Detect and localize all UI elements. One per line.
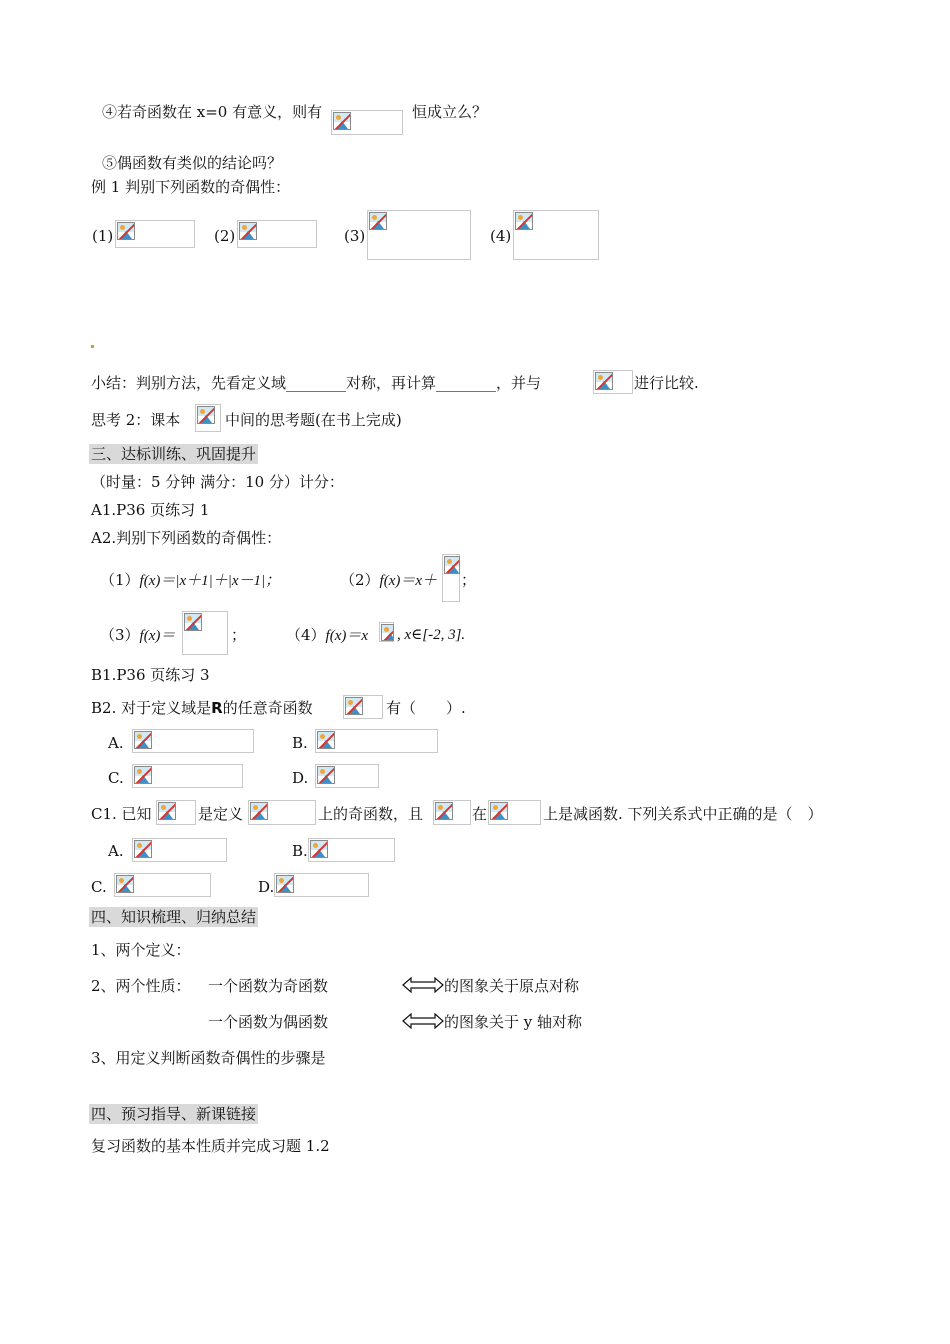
exercise-b2-end: 有（ ）.	[386, 699, 466, 717]
formula-image-box	[442, 554, 460, 602]
example1-item-label: (2)	[214, 227, 236, 245]
example1-title: 例 1 判别下列函数的奇偶性：	[91, 178, 291, 196]
summary-item-2-even: 一个函数为偶函数	[208, 1013, 329, 1031]
section-heading: 三、达标训练、巩固提升	[91, 445, 257, 463]
summary-end: 进行比较.	[634, 374, 699, 392]
broken-image-icon	[333, 112, 351, 130]
broken-image-icon	[435, 802, 453, 820]
formula-image-box	[367, 210, 471, 260]
a2-item-2: （2）f(x)＝x＋	[340, 571, 438, 589]
summary-item-3: 3、用定义判断函数奇偶性的步骤是	[91, 1049, 326, 1067]
summary-item-2-label: 2、两个性质：	[91, 977, 191, 995]
exercise-c1-text: 在	[472, 805, 488, 823]
exercise-b1: B1.P36 页练习 3	[91, 666, 210, 684]
broken-image-icon	[134, 840, 152, 858]
stray-mark	[91, 345, 94, 348]
broken-image-icon	[184, 613, 202, 631]
broken-image-icon	[276, 875, 294, 893]
exercise-c1-text: 是定义	[198, 805, 244, 823]
a2-item-1: （1）f(x)＝|x＋1|＋|x－1|；	[100, 571, 281, 589]
summary-item-2-odd-right: 的图象关于原点对称	[444, 977, 580, 995]
formula-image-box	[488, 800, 541, 825]
think2-text: 思考 2：课本	[91, 411, 181, 429]
exercise-b2: B2. 对于定义域是R的任意奇函数	[91, 699, 313, 717]
summary-item-1: 1、两个定义：	[91, 941, 191, 959]
option-label: C.	[91, 878, 107, 896]
a2-item-2-end: ；	[461, 571, 477, 589]
broken-image-icon	[444, 556, 460, 574]
summary-line: 小结：判别方法，先看定义域________对称，再计算________，并与	[91, 374, 542, 392]
broken-image-icon	[490, 802, 508, 820]
formula-image-box	[433, 800, 471, 825]
double-arrow-icon	[402, 1013, 444, 1029]
a2-item-3: （3）f(x)＝	[100, 626, 176, 644]
formula-image-box	[379, 622, 394, 642]
double-arrow-icon	[402, 977, 444, 993]
think2-text-after: 中间的思考题(在书上完成)	[225, 411, 402, 429]
broken-image-icon	[250, 802, 268, 820]
formula-image-box	[308, 838, 395, 862]
broken-image-icon	[381, 624, 394, 641]
a2-item-4-end: , x∈[-2, 3].	[397, 627, 466, 643]
formula-image-box	[593, 370, 633, 394]
formula-image-box	[315, 764, 379, 788]
broken-image-icon	[239, 222, 257, 240]
section-heading: 四、预习指导、新课链接	[91, 1105, 257, 1123]
formula-image-box	[248, 800, 316, 825]
example1-item-label: (1)	[92, 227, 114, 245]
q4-text: ④若奇函数在 x=0 有意义，则有	[102, 103, 323, 121]
broken-image-icon	[369, 212, 387, 230]
summary-item-2-odd: 一个函数为奇函数	[208, 977, 329, 995]
formula-image-box	[315, 729, 438, 753]
a2-item-3-end: ；	[231, 626, 247, 644]
q5-text: ⑤偶函数有类似的结论吗？	[102, 154, 283, 172]
formula-image-box	[513, 210, 599, 260]
formula-image-box	[156, 800, 196, 825]
formula-image-box	[132, 838, 227, 862]
formula-image-box	[274, 873, 369, 897]
option-label: C.	[108, 769, 124, 787]
exercise-c1: C1. 已知	[91, 805, 152, 823]
example1-item-label: (3)	[344, 227, 366, 245]
broken-image-icon	[197, 406, 215, 424]
exercise-a2: A2.判别下列函数的奇偶性：	[91, 529, 282, 547]
broken-image-icon	[515, 212, 533, 230]
exercise-c1-text: 上的奇函数，且	[318, 805, 424, 823]
broken-image-icon	[317, 731, 335, 749]
formula-image-box	[343, 695, 383, 719]
broken-image-icon	[134, 731, 152, 749]
formula-image-box	[132, 729, 254, 753]
broken-image-icon	[117, 222, 135, 240]
formula-image-box	[115, 220, 195, 248]
option-label: A.	[108, 842, 124, 860]
broken-image-icon	[345, 697, 363, 715]
option-label: B.	[292, 842, 308, 860]
q4-text-after: 恒成立么？	[412, 103, 488, 121]
timing-text: （时量：5 分钟 满分：10 分）计分：	[91, 473, 344, 491]
formula-image-box	[237, 220, 317, 248]
option-label: D.	[292, 769, 309, 787]
formula-image-box	[195, 404, 221, 432]
a2-item-4: （4）f(x)＝x	[286, 626, 369, 644]
preview-text: 复习函数的基本性质并完成习题 1.2	[91, 1137, 330, 1155]
option-label: B.	[292, 734, 308, 752]
broken-image-icon	[116, 875, 134, 893]
section-heading: 四、知识梳理、归纳总结	[91, 908, 257, 926]
example1-item-label: (4)	[490, 227, 512, 245]
formula-image-box	[331, 110, 403, 135]
broken-image-icon	[317, 766, 335, 784]
exercise-c1-text: 上是减函数. 下列关系式中正确的是（ ）	[543, 805, 823, 823]
broken-image-icon	[158, 802, 176, 820]
formula-image-box	[114, 873, 211, 897]
exercise-a1: A1.P36 页练习 1	[91, 501, 210, 519]
broken-image-icon	[134, 766, 152, 784]
formula-image-box	[182, 611, 228, 655]
option-label: D.	[258, 878, 275, 896]
formula-image-box	[132, 764, 243, 788]
broken-image-icon	[595, 372, 613, 390]
option-label: A.	[108, 734, 124, 752]
broken-image-icon	[310, 840, 328, 858]
summary-item-2-even-right: 的图象关于 y 轴对称	[444, 1013, 583, 1031]
